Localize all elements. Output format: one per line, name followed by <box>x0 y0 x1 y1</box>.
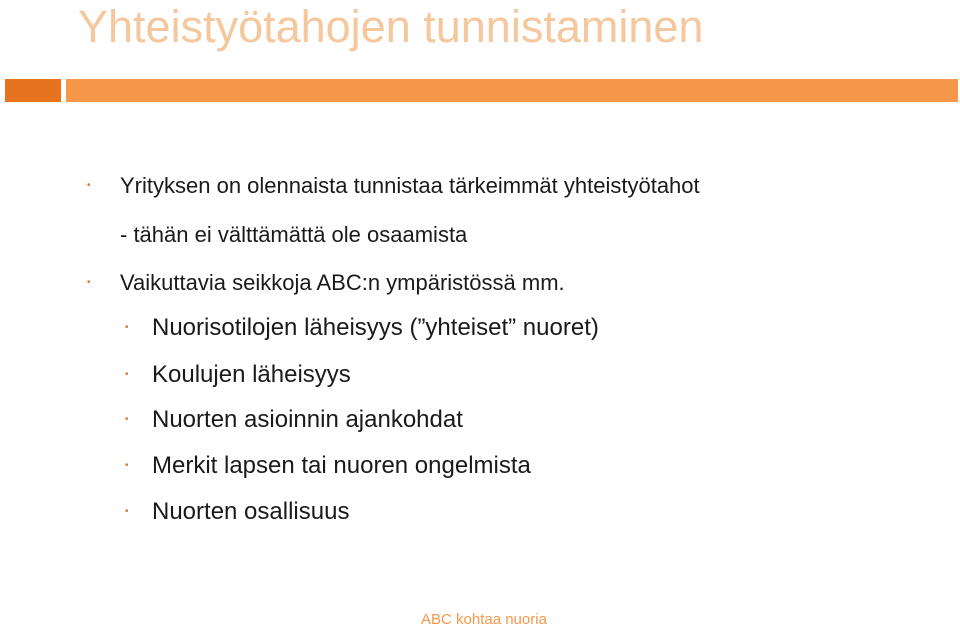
bullet-item <box>87 172 700 200</box>
sub-bullet-item <box>125 451 531 481</box>
bullet-text: Nuorten asioinnin ajankohdat <box>152 406 463 433</box>
bullet-icon: • <box>87 277 91 288</box>
bullet-item <box>87 269 565 297</box>
bullet-text: Yrityksen on olennaista tunnistaa tärkeimmät yhteistyötahot <box>120 173 700 198</box>
bullet-icon: • <box>125 460 129 471</box>
bullet-text: Nuorisotilojen läheisyys (”yhteiset” nuoret) <box>152 314 599 341</box>
bullet-icon: • <box>125 322 129 333</box>
bullet-text: Vaikuttavia seikkoja ABC:n ympäristössä mm. <box>120 270 565 295</box>
sub-bullet-item <box>125 360 351 390</box>
sub-bullet-item <box>125 405 463 435</box>
bullet-icon: • <box>87 180 91 191</box>
slide-footer: ABC kohtaa nuoria <box>421 611 547 628</box>
bullet-continuation <box>120 221 467 249</box>
slide-title: Yhteistyötahojen tunnistaminen <box>78 1 704 52</box>
sub-bullet-item <box>125 497 350 527</box>
bullet-text: Nuorten osallisuus <box>152 498 350 525</box>
bullet-icon: • <box>125 369 129 380</box>
bullet-text: - tähän ei välttämättä ole osaamista <box>120 222 468 247</box>
bullet-icon: • <box>125 506 129 517</box>
sub-bullet-item <box>125 313 599 343</box>
bullet-text: Koulujen läheisyys <box>152 361 351 388</box>
bullet-text: Merkit lapsen tai nuoren ongelmista <box>152 452 531 479</box>
bullet-icon: • <box>125 414 129 425</box>
